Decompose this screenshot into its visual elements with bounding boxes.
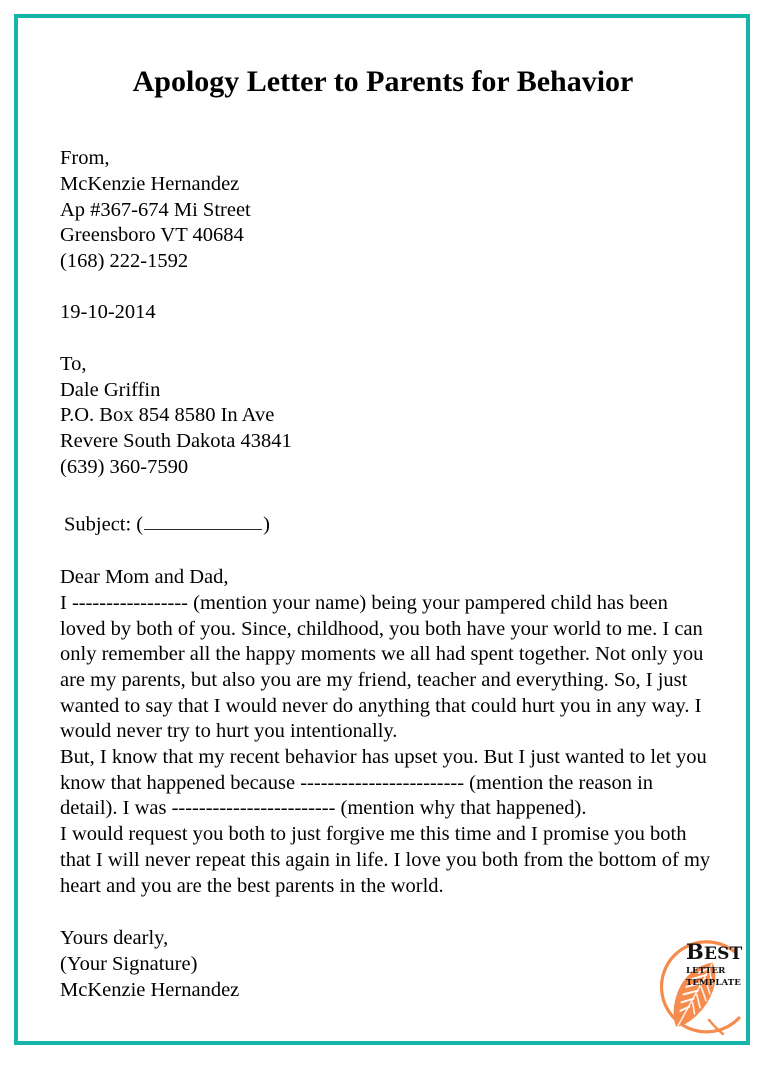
salutation: Dear Mom and Dad, [60, 566, 229, 589]
brand-initial: B [686, 939, 704, 964]
brand-logo [643, 934, 751, 1038]
signature-placeholder: (Your Signature) [60, 953, 198, 976]
recipient-street: P.O. Box 854 8580 In Ave [60, 404, 275, 427]
closing-block [60, 926, 712, 1003]
recipient-label: To, [60, 352, 87, 375]
brand-rest: EST [703, 944, 743, 964]
valediction: Yours dearly, [60, 927, 169, 950]
letter-date: 19-10-2014 [60, 300, 156, 323]
body-paragraph-2: But, I know that my recent behavior has upset you. But I just wanted to let you know that happened because ------------------------ (mention the reason in detail). I was ------------------------ (mention why that happened). [60, 746, 707, 820]
subject-input-blank[interactable] [144, 510, 262, 530]
recipient-address-block [60, 352, 712, 481]
recipient-city-state-zip: Revere South Dakota 43841 [60, 430, 292, 453]
sender-label: From, [60, 147, 110, 169]
sender-name: McKenzie Hernandez [60, 172, 240, 195]
recipient-name: Dale Griffin [60, 378, 161, 401]
sender-city-state-zip: Greensboro VT 40684 [60, 224, 244, 247]
sender-address-block [60, 146, 712, 275]
subject-close-paren: ) [263, 513, 270, 536]
signer-name: McKenzie Hernandez [60, 978, 240, 1001]
page-title: Apology Letter to Parents for Behavior [132, 65, 634, 98]
sender-phone: (168) 222-1592 [60, 250, 189, 273]
body-paragraph-1: I ----------------- (mention your name) being your pampered child has been loved by both of you. Since, childhood, you both have your world to me. I can only remember all the happy moments we all had spent together. Not only you are my parents, but also you are my friend, teacher and everything. So, I just wanted to say that I would never do anything that could hurt you in any way. I would never try to hurt you intentionally. [60, 591, 704, 743]
subject-label: Subject: ( [64, 513, 144, 536]
subject-line [60, 510, 712, 538]
brand-name-best [686, 939, 751, 964]
sender-street: Ap #367-674 Mi Street [60, 198, 251, 221]
brand-tagline: LETTER TEMPLATE [686, 966, 741, 988]
body-paragraph-3: I would request you both to just forgive me this time and I promise you both that I will never repeat this again in life. I love you both from the bottom of my heart and you are the best parents in the world. [60, 823, 711, 897]
recipient-phone: (639) 360-7590 [60, 455, 189, 478]
brand-logo-text [686, 939, 751, 989]
